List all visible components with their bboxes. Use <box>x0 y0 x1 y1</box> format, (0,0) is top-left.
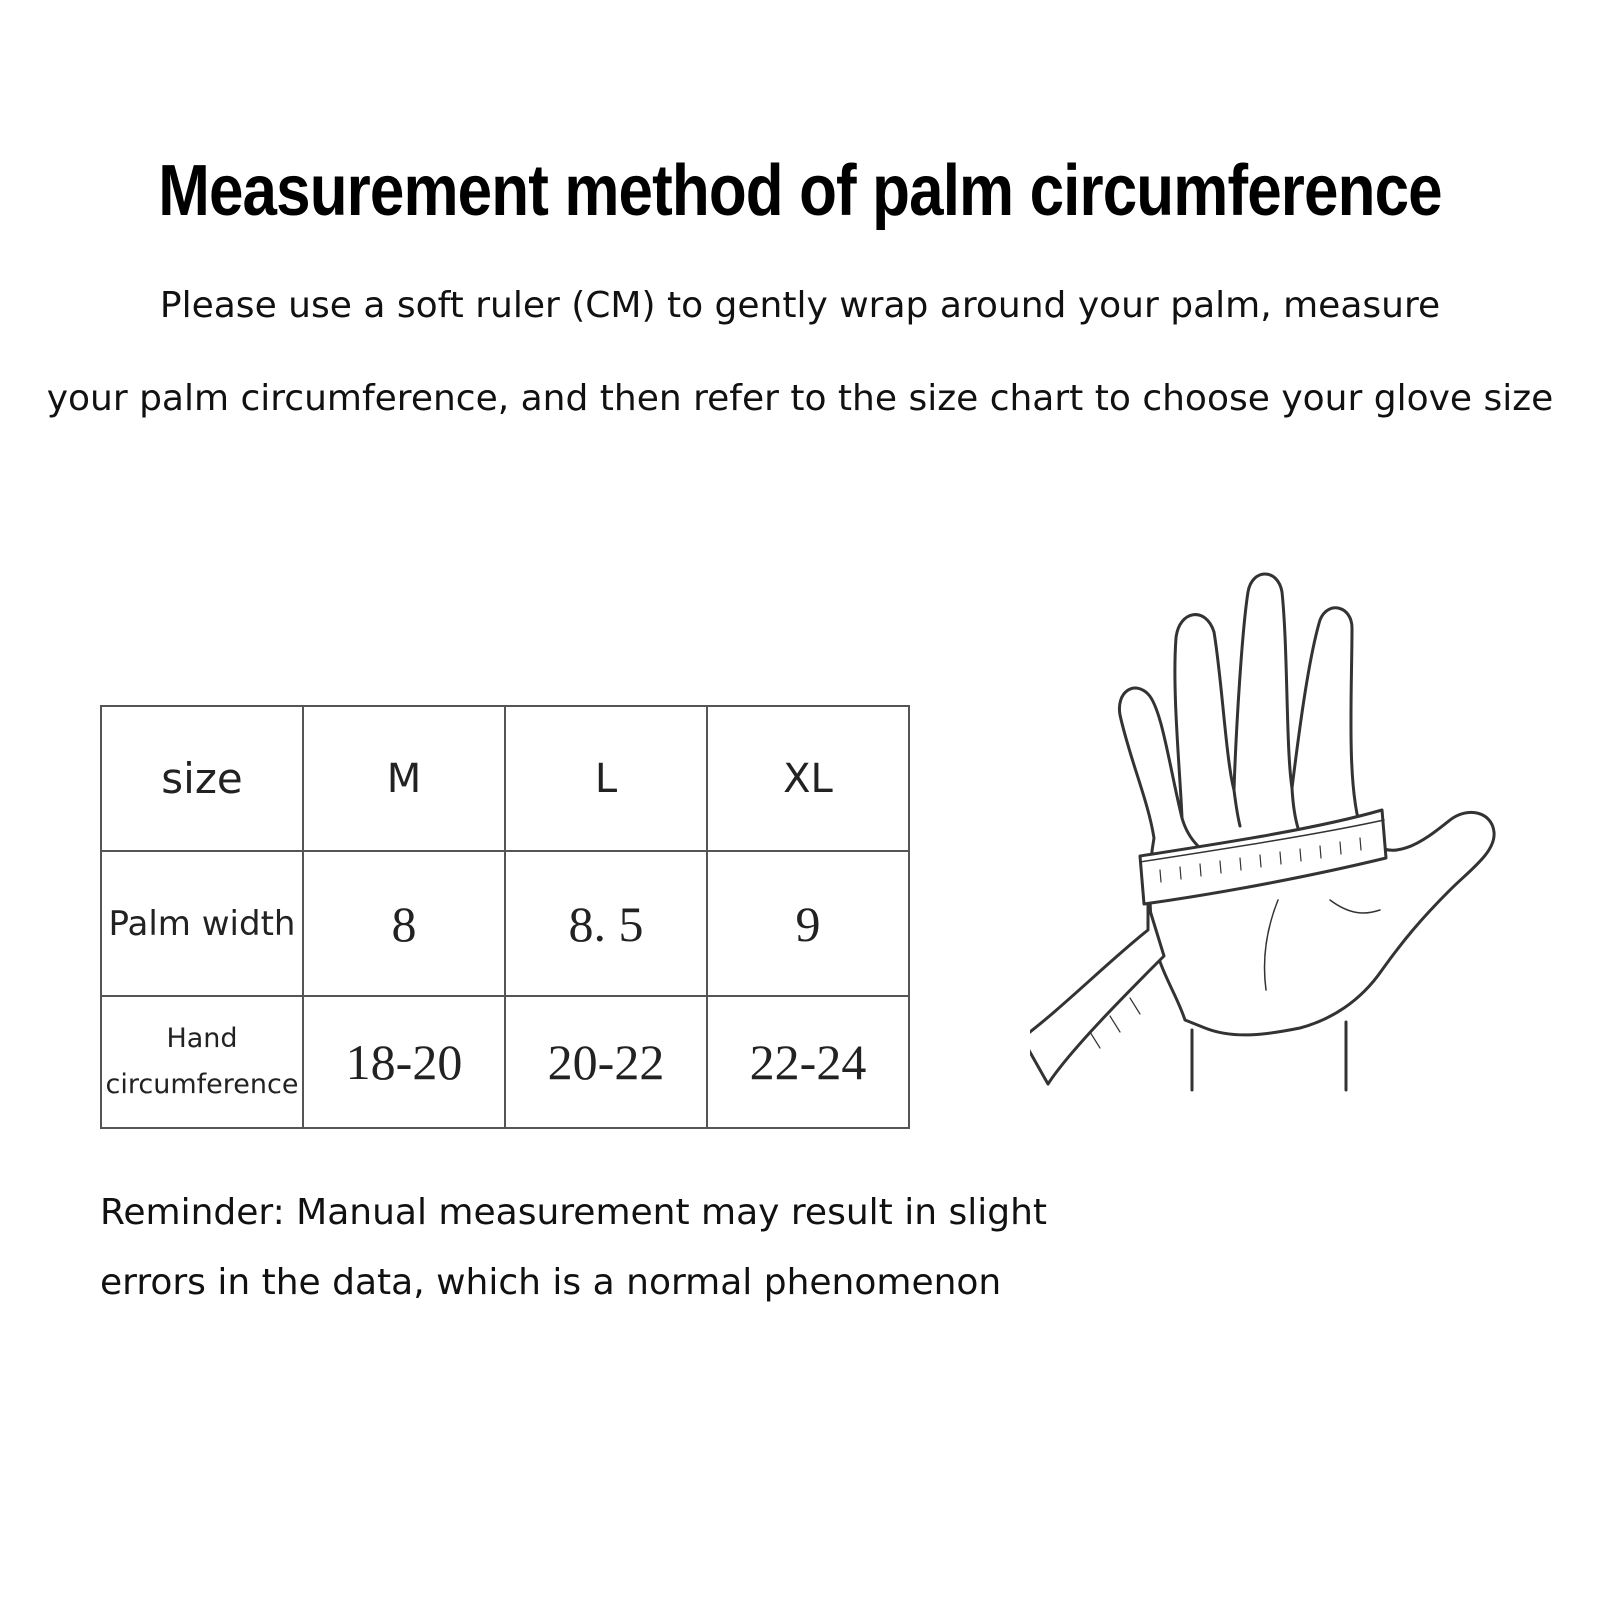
reminder-line-1: Reminder: Manual measurement may result in slight <box>100 1192 1048 1233</box>
palm-width-l: 8. 5 <box>505 851 707 996</box>
hand-circumference-label-line-2: circumference <box>105 1069 299 1100</box>
hand-circumference-xl: 22-24 <box>707 996 909 1128</box>
size-header-cell: size <box>101 706 303 851</box>
instruction-line-1: Please use a soft ruler (CM) to gently wrap around your palm, measure <box>159 285 1441 326</box>
table-header-row <box>101 706 909 851</box>
instruction-line-2: your palm circumference, and then refer to the size chart to choose your glove size <box>46 378 1554 419</box>
palm-width-m: 8 <box>303 851 505 996</box>
table-row <box>101 851 909 996</box>
hand-measuring-tape-icon <box>1030 570 1550 1130</box>
reminder-line-2: errors in the data, which is a normal phenomenon <box>100 1262 1002 1303</box>
palm-width-xl: 9 <box>707 851 909 996</box>
hand-circumference-label-line-1: Hand <box>166 1023 238 1054</box>
palm-width-label: Palm width <box>101 851 303 996</box>
size-chart-table <box>100 705 910 1129</box>
hand-circumference-l: 20-22 <box>505 996 707 1128</box>
table-row <box>101 996 909 1128</box>
size-xl-header: XL <box>707 706 909 851</box>
page-title: Measurement method of palm circumference <box>158 151 1442 231</box>
hand-circumference-label <box>101 996 303 1128</box>
hand-circumference-m: 18-20 <box>303 996 505 1128</box>
size-l-header: L <box>505 706 707 851</box>
size-m-header: M <box>303 706 505 851</box>
